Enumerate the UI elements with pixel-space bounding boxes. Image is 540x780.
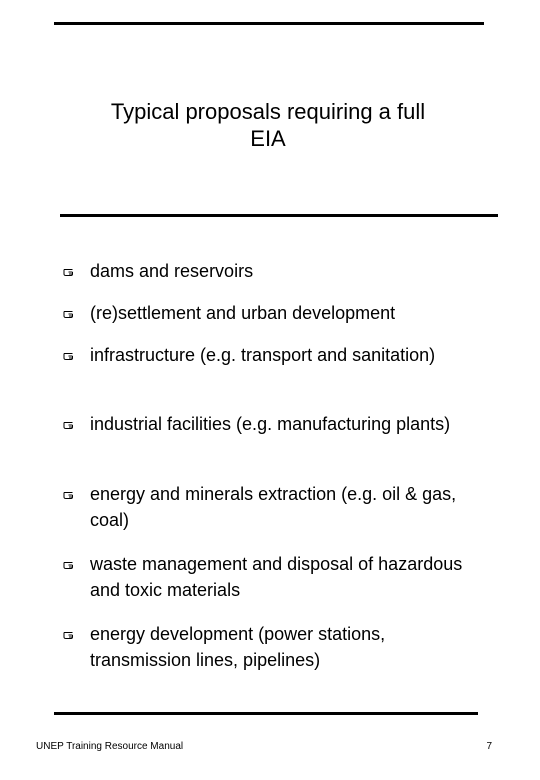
slide-title-line-1: Typical proposals requiring a full <box>110 99 426 124</box>
pointing-hand-icon <box>63 265 77 277</box>
bullet-text: waste management and disposal of hazardous and toxic materials <box>90 554 463 600</box>
footer-divider <box>54 712 478 715</box>
pointing-hand-icon <box>63 349 77 361</box>
bullet-text: energy development (power stations, transmission lines, pipelines) <box>90 624 386 670</box>
pointing-hand-icon <box>63 558 77 570</box>
page-number: 7 <box>486 741 492 752</box>
bullet-text: infrastructure (e.g. transport and sanitation) <box>90 345 436 365</box>
pointing-hand-icon <box>63 307 77 319</box>
bullet-text: energy and minerals extraction (e.g. oil & gas, coal) <box>90 484 457 530</box>
bullet-text: dams and reservoirs <box>90 261 254 281</box>
pointing-hand-icon <box>63 488 77 500</box>
footer-source: UNEP Training Resource Manual <box>36 741 184 752</box>
bullet-text: industrial facilities (e.g. manufacturing plants) <box>90 414 451 434</box>
slide-title-line-2: EIA <box>250 126 286 151</box>
bullet-text: (re)settlement and urban development <box>90 303 396 323</box>
pointing-hand-icon <box>63 418 77 430</box>
pointing-hand-icon <box>63 628 77 640</box>
